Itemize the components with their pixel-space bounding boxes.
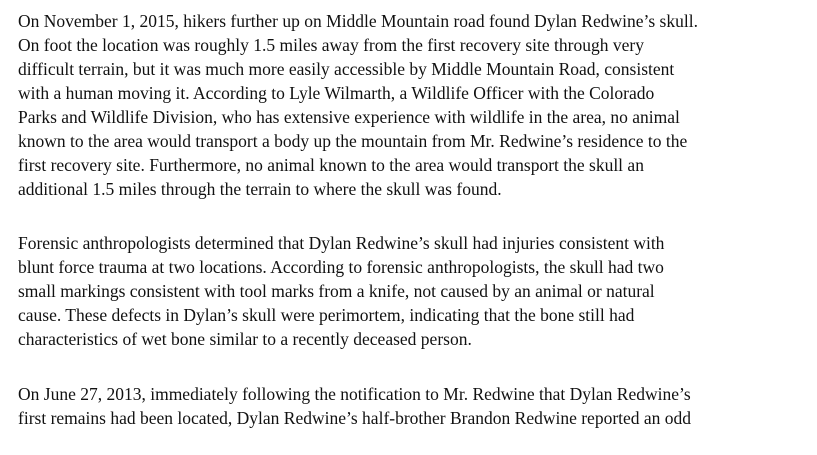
text-line: additional 1.5 miles through the terrain to where the skull was found. bbox=[18, 179, 502, 199]
text-line: with a human moving it. According to Lyle Wilmarth, a Wildlife Officer with the Colorado bbox=[18, 83, 655, 103]
text-line: Forensic anthropologists determined that Dylan Redwine’s skull had injuries consistent with bbox=[18, 233, 665, 253]
text-line: first remains had been located, Dylan Redwine’s half-brother Brandon Redwine reported an odd bbox=[18, 408, 692, 428]
text-line: characteristics of wet bone similar to a recently deceased person. bbox=[18, 329, 472, 349]
text-line: blunt force trauma at two locations. According to forensic anthropologists, the skull had two bbox=[18, 257, 664, 277]
text-line: On November 1, 2015, hikers further up on Middle Mountain road found Dylan Redwine’s skull. bbox=[18, 11, 698, 31]
text-line: first recovery site. Furthermore, no animal known to the area would transport the skull an bbox=[18, 155, 644, 175]
paragraph-skull-discovery bbox=[18, 9, 698, 201]
text-line: On foot the location was roughly 1.5 miles away from the first recovery site through very bbox=[18, 35, 644, 55]
text-line: cause. These defects in Dylan’s skull were perimortem, indicating that the bone still had bbox=[18, 305, 635, 325]
text-line: On June 27, 2013, immediately following the notification to Mr. Redwine that Dylan Redwine’s bbox=[18, 384, 691, 404]
paragraph-forensic-findings bbox=[18, 231, 664, 351]
text-line: difficult terrain, but it was much more easily accessible by Middle Mountain Road, consistent bbox=[18, 59, 675, 79]
text-line: known to the area would transport a body up the mountain from Mr. Redwine’s residence to the bbox=[18, 131, 688, 151]
text-line: Parks and Wildlife Division, who has extensive experience with wildlife in the area, no animal bbox=[18, 107, 680, 127]
text-line: small markings consistent with tool marks from a knife, not caused by an animal or natural bbox=[18, 281, 655, 301]
paragraph-brandon-report bbox=[18, 382, 691, 430]
